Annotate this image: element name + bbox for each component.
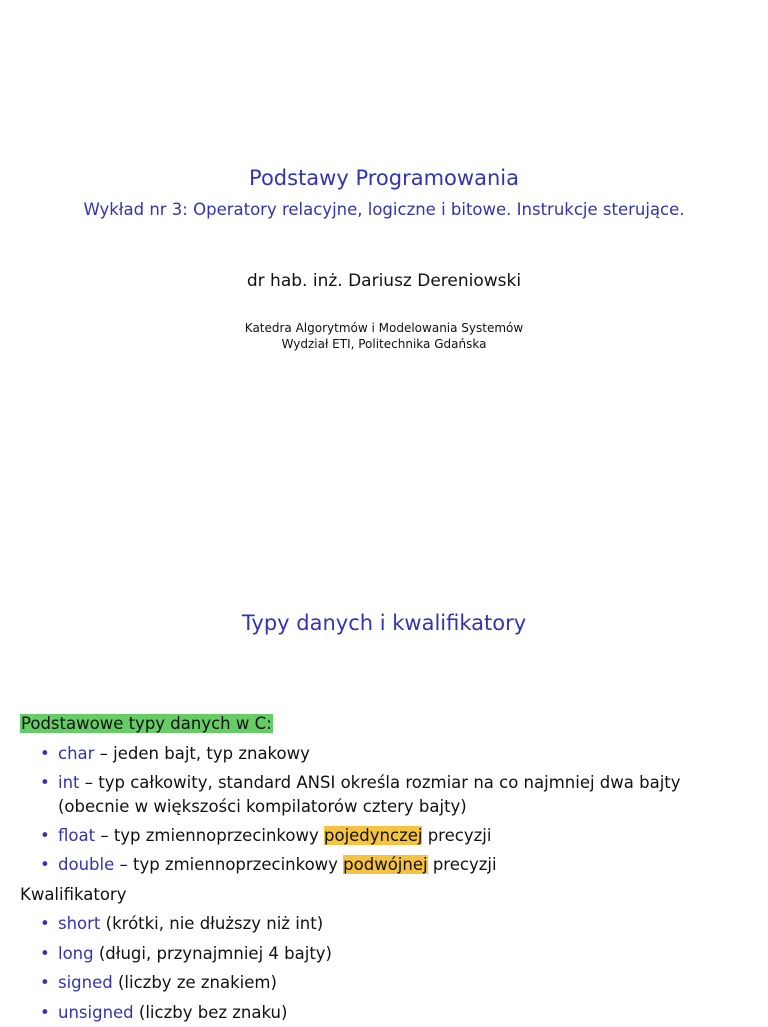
bullet-icon: • — [40, 739, 50, 769]
qualifier-keyword: signed — [58, 973, 113, 992]
type-description: – typ całkowity, standard ANSI określa rozmiar na co najmniej dwa bajty — [80, 773, 681, 792]
type-description-end: precyzji — [422, 826, 491, 845]
title-slide — [0, 0, 768, 512]
type-keyword: char — [58, 744, 94, 763]
bullet-icon: • — [40, 939, 50, 969]
list-item-short — [20, 909, 740, 939]
bullet-icon: • — [40, 821, 50, 851]
types-intro-highlight: Podstawowe typy danych w C: — [20, 714, 273, 733]
frame-title: Typy danych i kwalifikatory — [0, 611, 768, 635]
presentation-title: Podstawy Programowania — [0, 166, 768, 190]
qualifier-description: (liczby bez znaku) — [134, 1003, 288, 1022]
list-item-double — [20, 850, 740, 880]
qualifier-description: (krótki, nie dłuższy niż int) — [100, 914, 323, 933]
presentation-subtitle: Wykład nr 3: Operatory relacyjne, logiczne i bitowe. Instrukcje sterujące. — [0, 200, 768, 219]
list-item-unsigned — [20, 998, 740, 1027]
author: dr hab. inż. Dariusz Dereniowski — [0, 271, 768, 291]
institute — [0, 320, 768, 352]
qualifiers-heading: Kwalifikatory — [20, 880, 740, 910]
bullet-icon: • — [40, 768, 50, 798]
bullet-icon: • — [40, 998, 50, 1027]
institute-line-1: Katedra Algorytmów i Modelowania Systemów — [0, 320, 768, 336]
type-description: – jeden bajt, typ znakowy — [94, 744, 309, 763]
qualifiers-list — [20, 909, 740, 1027]
list-item-float — [20, 821, 740, 851]
qualifier-keyword: unsigned — [58, 1003, 134, 1022]
type-description: – typ zmiennoprzecinkowy — [95, 826, 324, 845]
slide-body — [20, 709, 740, 1027]
types-list — [20, 739, 740, 880]
qualifier-description: (liczby ze znakiem) — [113, 973, 277, 992]
qualifier-keyword: short — [58, 914, 100, 933]
precision-highlight: pojedynczej — [324, 826, 422, 845]
precision-highlight: podwójnej — [343, 855, 427, 874]
type-keyword: double — [58, 855, 114, 874]
type-description: – typ zmiennoprzecinkowy — [114, 855, 343, 874]
list-item-char — [20, 739, 740, 769]
type-keyword: int — [58, 773, 80, 792]
bullet-icon: • — [40, 968, 50, 998]
type-keyword: float — [58, 826, 95, 845]
bullet-icon: • — [40, 850, 50, 880]
type-description-end: precyzji — [428, 855, 497, 874]
content-slide — [0, 512, 768, 1024]
type-description-continuation: (obecnie w większości kompilatorów cztery bajty) — [58, 795, 740, 819]
list-item-int — [20, 768, 740, 819]
qualifier-description: (długi, przynajmniej 4 bajty) — [94, 944, 332, 963]
qualifier-keyword: long — [58, 944, 94, 963]
list-item-long — [20, 939, 740, 969]
types-intro — [20, 709, 740, 739]
bullet-icon: • — [40, 909, 50, 939]
list-item-signed — [20, 968, 740, 998]
institute-line-2: Wydział ETI, Politechnika Gdańska — [0, 336, 768, 352]
